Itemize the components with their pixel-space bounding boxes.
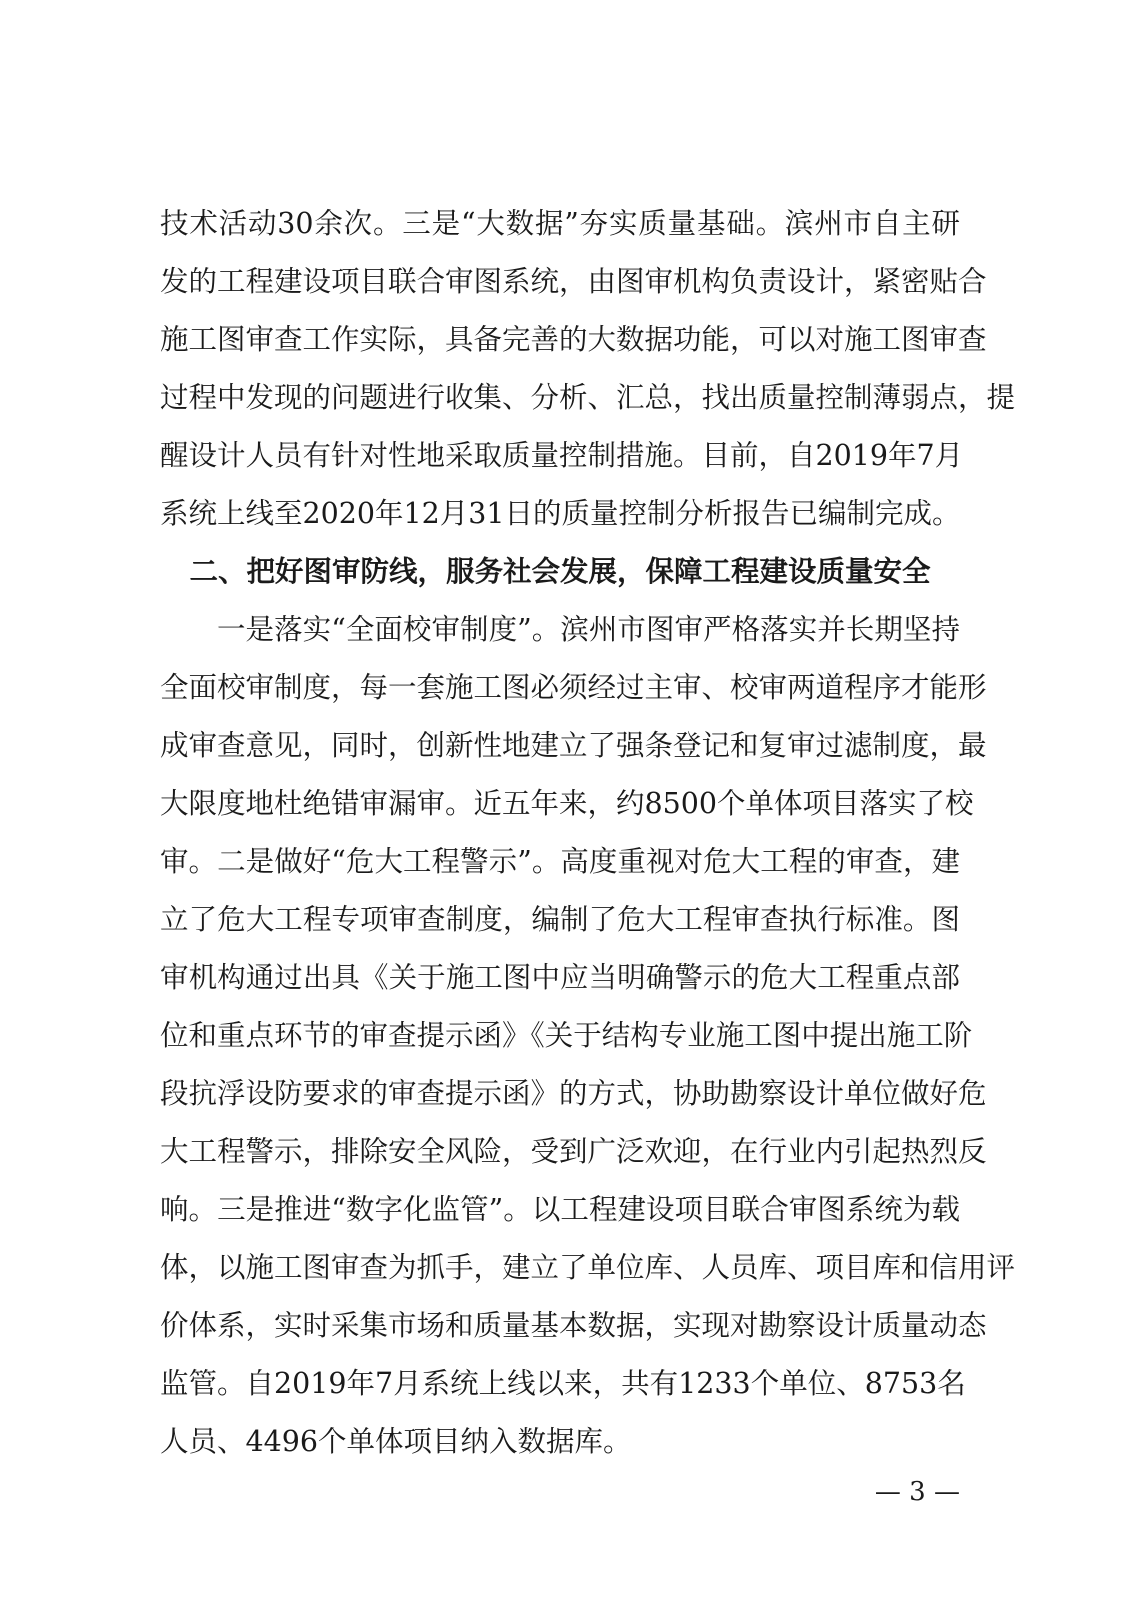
paragraph-line: 过程中发现的问题进行收集、分析、汇总，找出质量控制薄弱点，提 [160,381,1016,414]
paragraph-line: 施工图审查工作实际，具备完善的大数据功能，可以对施工图审查 [160,323,987,356]
paragraph-line: 成审查意见，同时，创新性地建立了强条登记和复审过滤制度，最 [160,729,987,762]
paragraph-line: 审。二是做好“危大工程警示”。高度重视对危大工程的审查，建 [160,845,960,878]
paragraph-line: 价体系，实时采集市场和质量基本数据，实现对勘察设计质量动态 [160,1309,987,1342]
paragraph-line: 系统上线至2020年12月31日的质量控制分析报告已编制完成。 [160,497,961,530]
paragraph-line: 一是落实“全面校审制度”。滨州市图审严格落实并长期坚持 [217,613,960,646]
page-number: — 3 — [874,1477,960,1507]
paragraph-line: 位和重点环节的审查提示函》《关于结构专业施工图中提出施工阶 [160,1019,973,1052]
paragraph-line: 技术活动30余次。三是“大数据”夯实质量基础。滨州市自主研 [160,207,960,240]
paragraph-line: 监管。自2019年7月系统上线以来，共有1233个单位、8753名 [160,1367,966,1400]
paragraph-line: 人员、4496个单体项目纳入数据库。 [160,1425,632,1458]
paragraph-line: 醒设计人员有针对性地采取质量控制措施。目前，自2019年7月 [160,439,964,472]
paragraph-line: 全面校审制度，每一套施工图必须经过主审、校审两道程序才能形 [160,671,987,704]
paragraph-line: 立了危大工程专项审查制度，编制了危大工程审查执行标准。图 [160,903,960,936]
paragraph-line: 审机构通过出具《关于施工图中应当明确警示的危大工程重点部 [160,961,960,994]
paragraph-line: 段抗浮设防要求的审查提示函》的方式，协助勘察设计单位做好危 [160,1077,987,1110]
paragraph-line: 大限度地杜绝错审漏审。近五年来，约8500个单体项目落实了校 [160,787,974,820]
paragraph-line: 大工程警示，排除安全风险，受到广泛欢迎，在行业内引起热烈反 [160,1135,987,1168]
paragraph-line: 体，以施工图审查为抓手，建立了单位库、人员库、项目库和信用评 [160,1251,1016,1284]
paragraph-line: 响。三是推进“数字化监管”。以工程建设项目联合审图系统为载 [160,1193,960,1226]
section-heading: 二、把好图审防线，服务社会发展，保障工程建设质量安全 [189,555,931,588]
paragraph-line: 发的工程建设项目联合审图系统，由图审机构负责设计，紧密贴合 [160,265,987,298]
